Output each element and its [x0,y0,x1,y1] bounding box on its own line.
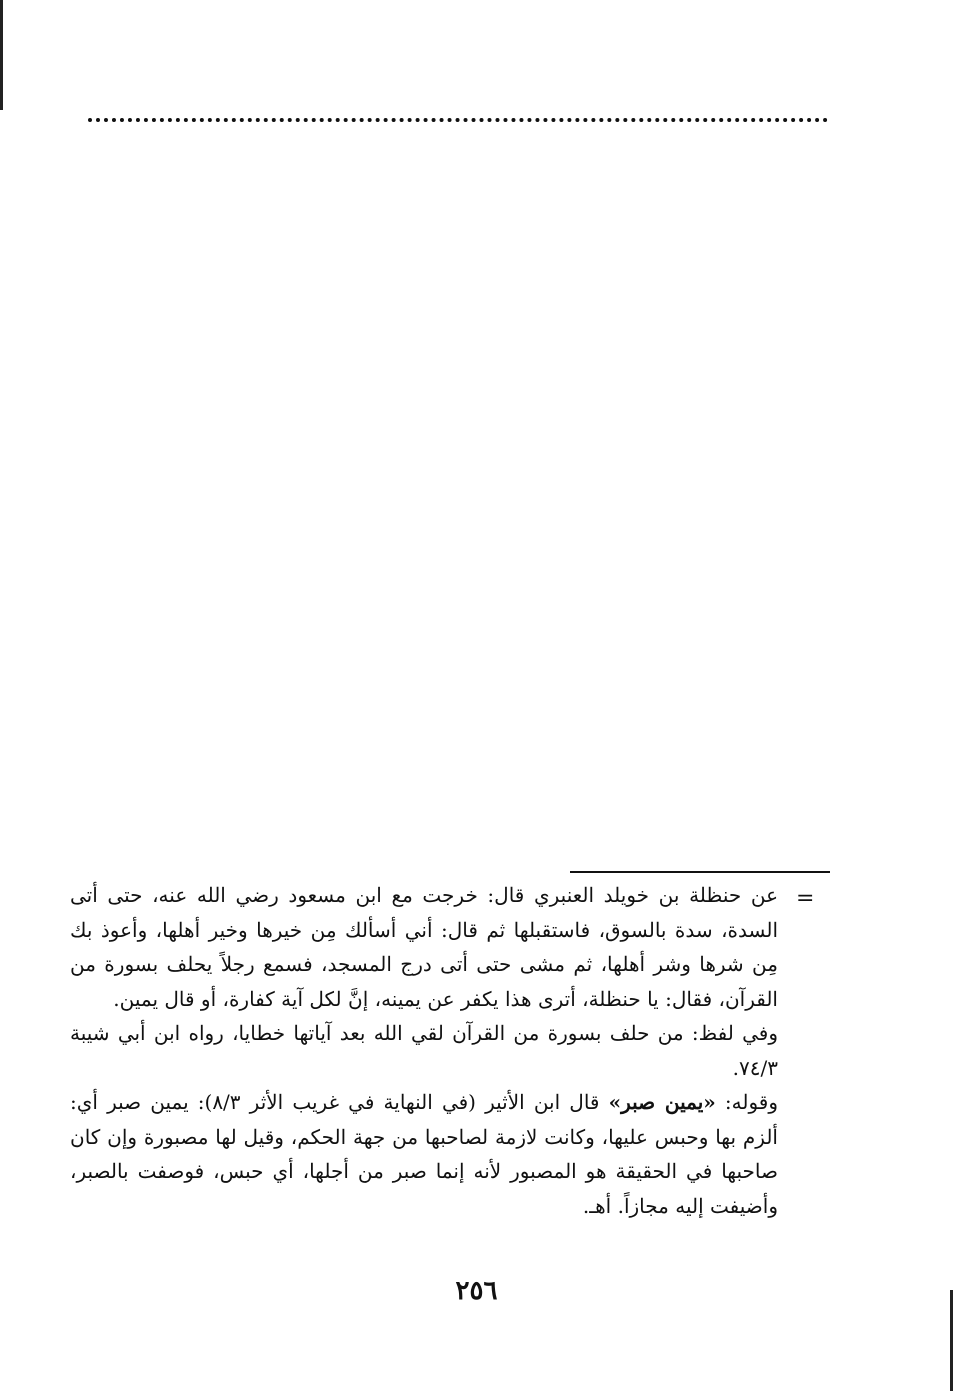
dotted-separator [88,118,828,122]
scan-edge-left [0,0,3,110]
footnote-3-bold-term: «يمين صبر» [608,1090,716,1114]
footnote-paragraph-2: وفي لفظ: من حلف بسورة من القرآن لقي الله بعد آياتها خطايا، رواه ابن أبي شيبة ٧٤/٣. [70,1021,778,1080]
continuation-marker: = [796,886,815,911]
footnote-paragraph-1: عن حنظلة بن خويلد العنبري قال: خرجت مع ابن مسعود رضي الله عنه، حتى أتى السدة، سدة بالسوق، فاستقبلها ثم قال: أني أسألك مِن خيرها وخير أهلها، وأعوذ بك مِن شرها وشر أهلها، ثم مشى حتى أتى درج المسجد، فسمع رجلاً يحلف بسورة من القرآن، فقال: يا حنظلة، أترى هذا يكفر عن يمينه، إنَّ لكل آية كفارة، أو قال يمين. [70,883,778,1011]
footnote-separator [570,871,830,873]
page-number: ٢٥٦ [455,1276,498,1306]
footnote-3-text: قال ابن الأثير (في النهاية في غريب الأثر ٨/٣): يمين صبر أي: ألزم بها وحبس عليها، وكانت لازمة لصاحبها من جهة الحكم، وقيل لها مصبورة وإن كان صاحبها في الحقيقة هو المصبور لأنه إنما صبر من أجلها، أي حبس، فوصفت بالصبر، وأضيفت إليه مجازاً. أهـ. [70,1090,778,1218]
footnote-paragraph-3 [70,1085,778,1223]
footnote-3-prefix: وقوله: [715,1090,778,1114]
footnotes-block [70,878,778,1223]
